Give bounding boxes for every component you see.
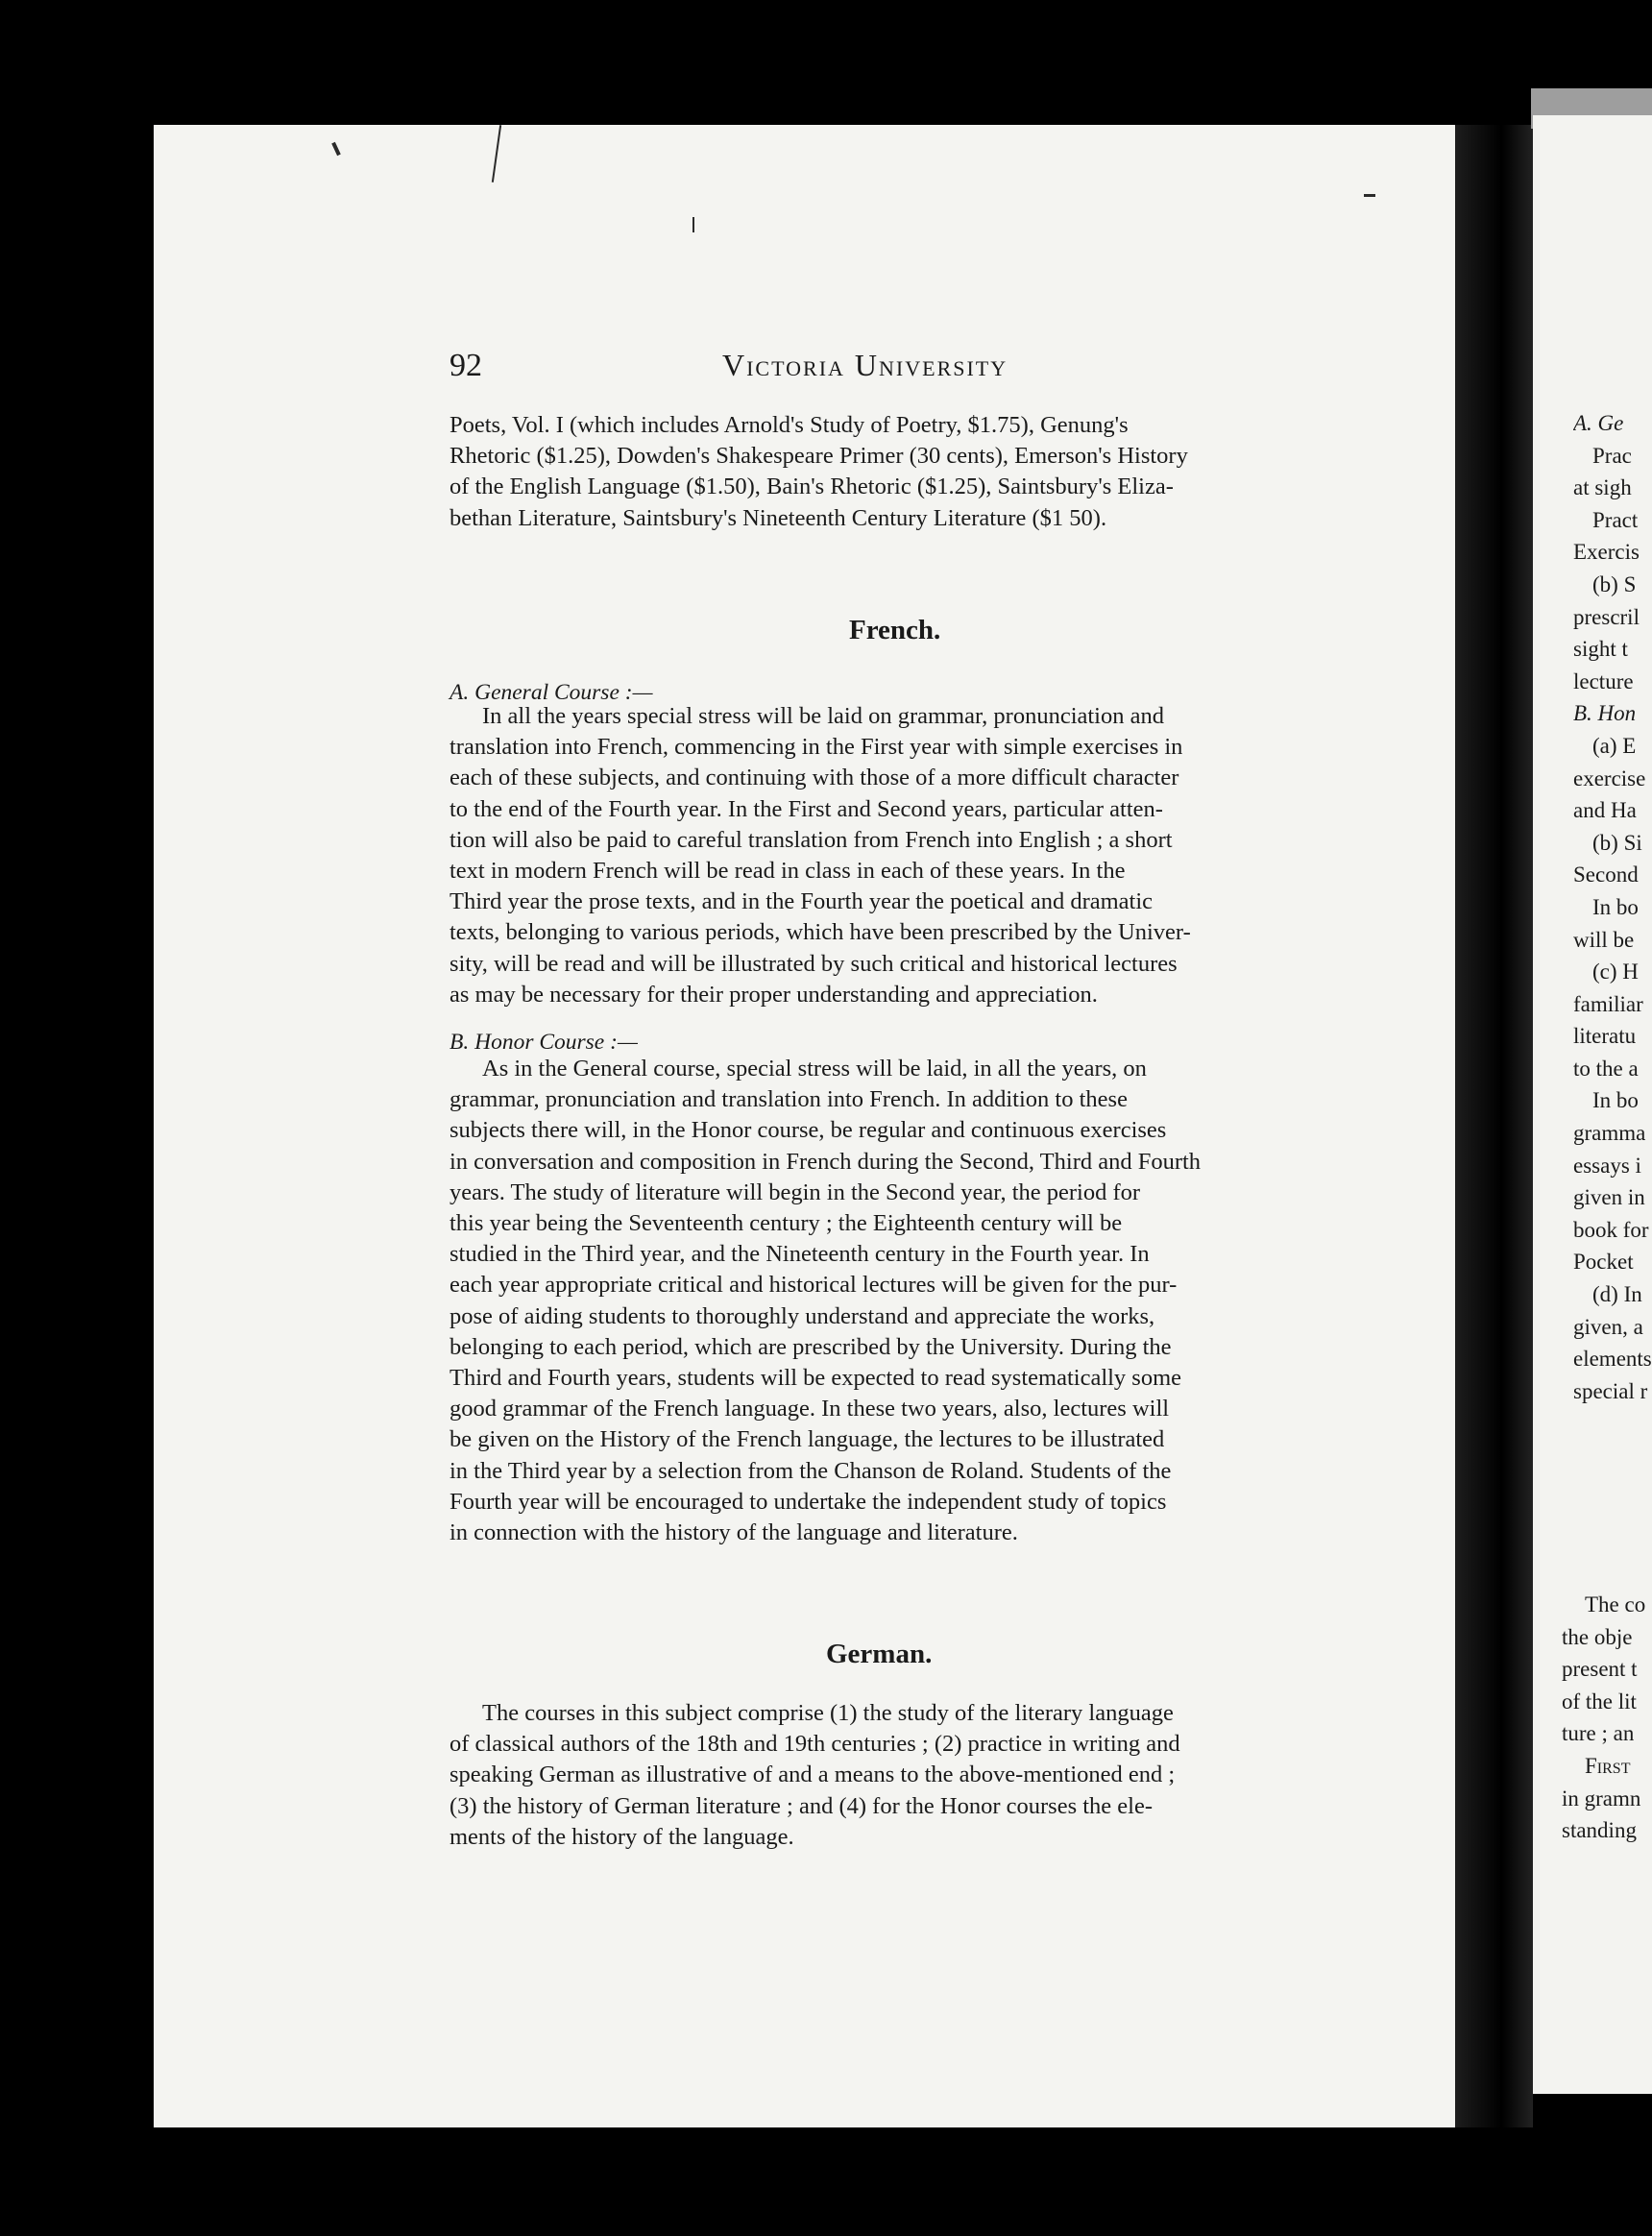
text-line: of classical authors of the 18th and 19th centuries ; (2) practice in writing and [449, 1731, 1180, 1758]
text-line: given in [1573, 1185, 1645, 1210]
text-line: speaking German as illustrative of and a means to the above-mentioned end ; [449, 1762, 1176, 1788]
text-line: Third year the prose texts, and in the Fourth year the poetical and dramatic [449, 888, 1154, 915]
text-line: Poets, Vol. I (which includes Arnold's Study of Poetry, $1.75), Genung's [449, 412, 1129, 438]
text-line: text in modern French will be read in class in each of these years. In the [449, 858, 1126, 885]
text-line: Rhetoric ($1.25), Dowden's Shakespeare Primer (30 cents), Emerson's History [449, 443, 1188, 470]
intro-paragraph [449, 410, 1316, 534]
text-line: standing [1562, 1818, 1637, 1843]
text-line: to the a [1573, 1056, 1639, 1081]
german-paragraph [449, 1698, 1316, 1853]
text-line: lecture [1573, 668, 1634, 693]
text-line: pose of aiding students to thoroughly understand and appreciate the works, [449, 1302, 1155, 1329]
text-line: good grammar of the French language. In these two years, also, lectures will [449, 1396, 1170, 1422]
text-line: First [1585, 1753, 1631, 1778]
text-line: each year appropriate critical and historical lectures will be given for the pur- [449, 1272, 1178, 1299]
text-line: A. Ge [1573, 411, 1624, 435]
text-line: at sigh [1573, 475, 1632, 500]
text-line: each of these subjects, and continuing with those of a more difficult character [449, 765, 1179, 791]
text-line: in conversation and composition in French during the Second, Third and Fourth [449, 1148, 1202, 1175]
text-line: in connection with the history of the language and literature. [449, 1519, 1018, 1546]
section-heading-german: German. [826, 1639, 933, 1669]
right-page-upper-text [1573, 407, 1652, 1407]
text-line: special r [1573, 1378, 1648, 1403]
text-line: given, a [1573, 1314, 1643, 1339]
honor-course-label: B. Honor Course :— [449, 1030, 638, 1055]
text-line: Pocket [1573, 1250, 1634, 1275]
text-line: (c) H [1592, 960, 1639, 984]
text-line: the obje [1562, 1624, 1633, 1649]
text-line: prescril [1573, 604, 1640, 629]
text-line: Prac [1592, 443, 1632, 468]
text-line: be given on the History of the French language, the lectures to be illustrated [449, 1426, 1165, 1453]
text-line: ture ; an [1562, 1721, 1635, 1746]
text-line: B. Hon [1573, 701, 1637, 726]
text-line: In all the years special stress will be laid on grammar, pronunciation and [482, 703, 1164, 729]
text-line: to the end of the Fourth year. In the First and Second years, particular atten- [449, 795, 1163, 822]
text-line: (3) the history of German literature ; and (4) for the Honor courses the ele- [449, 1792, 1154, 1819]
text-line: In bo [1592, 894, 1639, 919]
pen-mark [692, 217, 694, 232]
text-line: sity, will be read and will be illustrated by such critical and historical lectures [449, 950, 1178, 977]
text-line: bethan Literature, Saintsbury's Nineteenth Century Literature ($1 50). [449, 504, 1107, 531]
text-line: The courses in this subject comprise (1) the study of the literary language [482, 1700, 1174, 1726]
running-title-text: Victoria University [722, 348, 1008, 382]
text-line: The co [1585, 1592, 1646, 1616]
text-line: tion will also be paid to careful translation from French into English ; a short [449, 826, 1173, 853]
text-line: As in the General course, special stress will be laid, in all the years, on [482, 1056, 1147, 1082]
text-line: in the Third year by a selection from the Chanson de Roland. Students of the [449, 1457, 1172, 1484]
text-line: present t [1562, 1657, 1638, 1682]
pen-mark [1364, 194, 1375, 197]
text-line: gramma [1573, 1121, 1646, 1146]
text-line: this year being the Seventeenth century ; the Eighteenth century will be [449, 1210, 1123, 1237]
text-line: Exercis [1573, 540, 1640, 565]
page-number: 92 [449, 348, 482, 383]
text-line: Third and Fourth years, students will be expected to read systematically some [449, 1365, 1182, 1392]
text-line: as may be necessary for their proper understanding and appreciation. [449, 981, 1098, 1008]
text-line: familiar [1573, 991, 1643, 1016]
text-line: years. The study of literature will begin in the Second year, the period for [449, 1179, 1141, 1205]
text-line: literatu [1573, 1024, 1637, 1049]
text-line: exercise [1573, 766, 1646, 790]
text-line: ments of the history of the language. [449, 1823, 794, 1850]
text-line: (a) E [1592, 733, 1637, 758]
running-title [722, 348, 1008, 383]
text-line: (d) In [1592, 1282, 1642, 1307]
text-line: (b) Si [1592, 830, 1642, 855]
french-general-paragraph [449, 701, 1316, 1010]
text-line: Pract [1592, 507, 1639, 532]
page-seam [1455, 125, 1533, 2127]
text-line: in gramn [1562, 1786, 1641, 1811]
text-line: belonging to each period, which are prescribed by the University. During the [449, 1333, 1172, 1360]
text-line: and Ha [1573, 798, 1637, 823]
text-line: translation into French, commencing in the First year with simple exercises in [449, 734, 1183, 761]
text-line: (b) S [1592, 571, 1637, 596]
text-line: subjects there will, in the Honor course, be regular and continuous exercises [449, 1117, 1167, 1144]
text-line: Fourth year will be encouraged to undertake the independent study of topics [449, 1488, 1167, 1515]
text-line: studied in the Third year, and the Nineteenth century in the Fourth year. In [449, 1241, 1150, 1268]
right-page-lower-text [1562, 1589, 1652, 1847]
text-line: elements [1573, 1347, 1652, 1372]
text-line: will be [1573, 927, 1635, 952]
text-line: of the lit [1562, 1689, 1637, 1713]
text-line: texts, belonging to various periods, which have been prescribed by the Univer- [449, 919, 1191, 946]
general-course-label: A. General Course :— [449, 680, 653, 705]
text-line: grammar, pronunciation and translation into French. In addition to these [449, 1086, 1128, 1113]
text-line: of the English Language ($1.50), Bain's Rhetoric ($1.25), Saintsbury's Eliza- [449, 474, 1174, 500]
text-line: sight t [1573, 637, 1628, 662]
text-line: Second [1573, 863, 1639, 887]
section-heading-french: French. [849, 615, 941, 645]
text-line: book for [1573, 1217, 1649, 1242]
french-honor-paragraph [449, 1054, 1316, 1548]
text-line: In bo [1592, 1088, 1639, 1113]
text-line: essays i [1573, 1153, 1641, 1178]
